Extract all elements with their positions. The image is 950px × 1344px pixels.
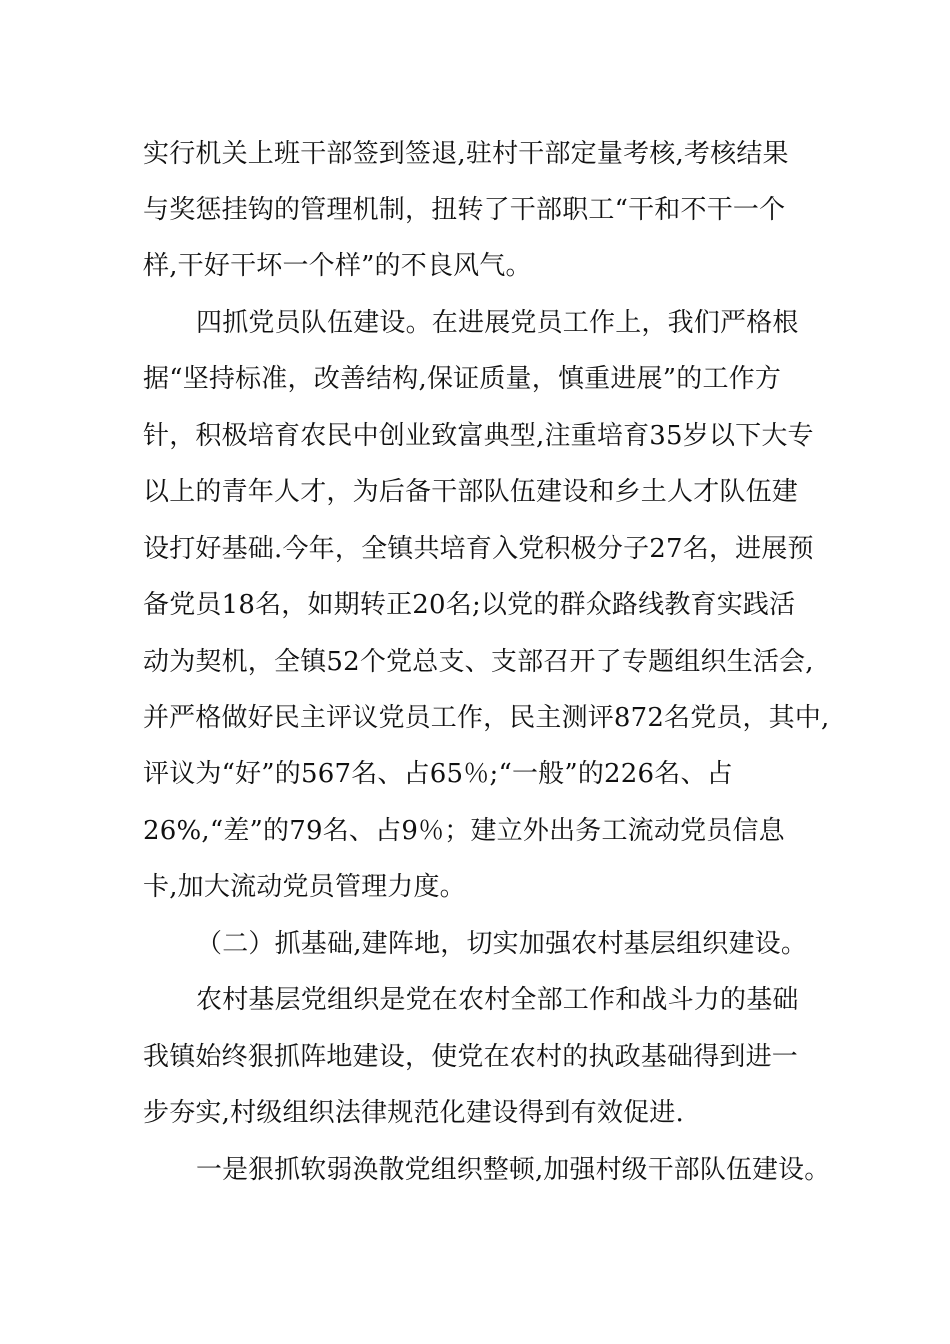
text-line-7: 以上的青年人才，为后备干部队伍建设和乡土人才队伍建 <box>143 477 799 507</box>
text-line-15: （二）抓基础,建阵地，切实加强农村基层组织建设。 <box>196 929 808 959</box>
text-line-6: 针，积极培育农民中创业致富典型,注重培育35岁以下大专 <box>143 421 814 451</box>
text-line-19: 一是狠抓软弱涣散党组织整顿,加强村级干部队伍建设。 <box>196 1155 831 1185</box>
text-line-14: 卡,加大流动党员管理力度。 <box>143 872 466 902</box>
text-line-17: 我镇始终狠抓阵地建设，使党在农村的执政基础得到进一 <box>143 1042 799 1072</box>
text-line-13: 26%,“差”的79名、占9％；建立外出务工流动党员信息 <box>143 816 785 846</box>
text-line-5: 据“坚持标准，改善结构,保证质量，慎重进展”的工作方 <box>143 364 782 394</box>
text-line-18: 步夯实,村级组织法律规范化建设得到有效促进. <box>143 1098 684 1128</box>
text-line-3: 样,干好干坏一个样”的不良风气。 <box>143 251 532 281</box>
text-line-8: 设打好基础.今年，全镇共培育入党积极分子27名，进展预 <box>143 534 814 564</box>
text-line-4: 四抓党员队伍建设。在进展党员工作上，我们严格根 <box>196 308 799 338</box>
text-line-2: 与奖惩挂钩的管理机制，扭转了干部职工“干和不干一个 <box>143 195 786 225</box>
text-line-9: 备党员18名，如期转正20名;以党的群众路线教育实践活 <box>143 590 796 620</box>
text-line-11: 并严格做好民主评议党员工作，民主测评872名党员，其中, <box>143 703 830 733</box>
text-line-16: 农村基层党组织是党在农村全部工作和战斗力的基础 <box>196 985 799 1015</box>
text-line-10: 动为契机，全镇52个党总支、支部召开了专题组织生活会, <box>143 647 814 677</box>
text-line-12: 评议为“好”的567名、占65％;“一般”的226名、占 <box>143 759 733 789</box>
text-line-1: 实行机关上班干部签到签退,驻村干部定量考核,考核结果 <box>143 139 789 169</box>
